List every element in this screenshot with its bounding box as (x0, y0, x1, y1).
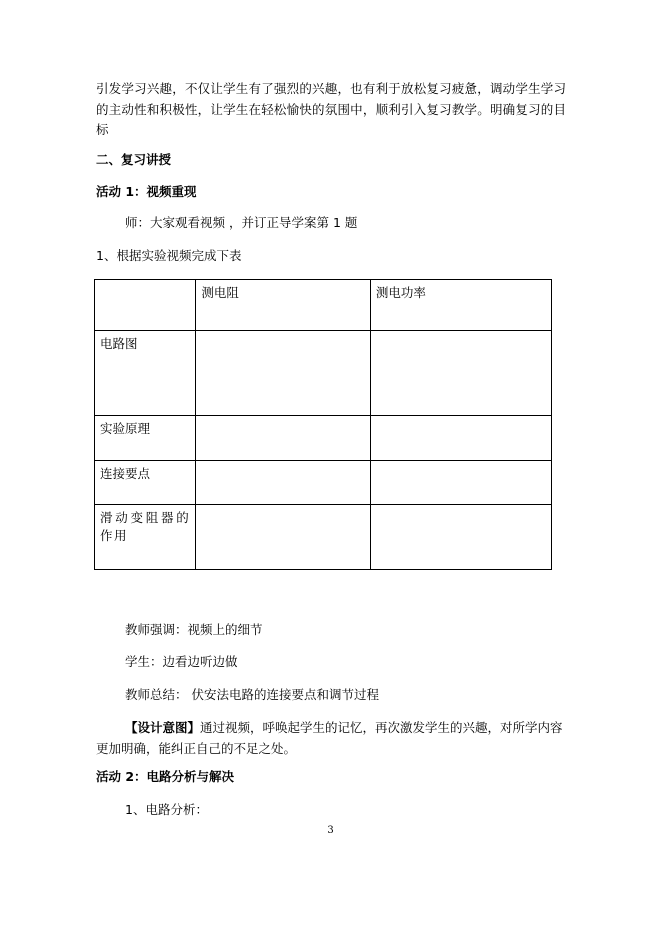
table-header-row (95, 280, 552, 331)
student-line: 学生：边看边听边做 (125, 654, 238, 669)
table-cell (370, 461, 551, 505)
table-corner-cell (95, 280, 196, 331)
table-row (95, 505, 552, 570)
page-number: 3 (327, 825, 334, 836)
header-measure-power: 测电功率 (370, 280, 551, 331)
header-measure-resistance: 测电阻 (196, 280, 371, 331)
row-label-connection-points: 连接要点 (95, 461, 196, 505)
table-cell (196, 331, 371, 416)
table-cell (370, 416, 551, 461)
table-cell (196, 416, 371, 461)
teacher-instruction: 师：大家观看视频 ，并订正导学案第 1 题 (125, 215, 358, 230)
design-intent-label: 【设计意图】 (125, 720, 201, 735)
design-intent-paragraph (96, 718, 566, 759)
table-cell (196, 505, 371, 570)
table-cell (370, 331, 551, 416)
table-cell (370, 505, 551, 570)
row-label-rheostat-role: 滑动变阻器的作用 (95, 505, 196, 570)
intro-paragraph: 引发学习兴趣，不仅让学生有了强烈的兴趣，也有利于放松复习疲惫，调动学生学习的主动性和积极性，让学生在轻松愉快的氛围中，顺利引入复习教学。明确复习的目标 (96, 81, 566, 137)
teacher-emphasis: 教师强调：视频上的细节 (125, 622, 263, 637)
design-intent-text: 通过视频，呼唤起学生的记忆，再次激发学生的兴趣，对所学内容更加明确，能纠正自己的不足之处。 (96, 720, 563, 756)
task-line: 1、根据实验视频完成下表 (96, 248, 242, 263)
table-row (95, 461, 552, 505)
row-label-principle: 实验原理 (95, 416, 196, 461)
teacher-summary: 教师总结： 伏安法电路的连接要点和调节过程 (125, 687, 379, 702)
section-heading: 二、复习讲授 (96, 152, 172, 167)
row-label-circuit-diagram: 电路图 (95, 331, 196, 416)
table-cell (196, 461, 371, 505)
activity-2-heading: 活动 2：电路分析与解决 (96, 769, 235, 784)
table-row (95, 416, 552, 461)
table-row (95, 331, 552, 416)
activity-1-heading: 活动 1：视频重现 (96, 184, 197, 199)
experiment-table (94, 279, 552, 570)
circuit-analysis-item: 1、电路分析： (125, 802, 208, 817)
